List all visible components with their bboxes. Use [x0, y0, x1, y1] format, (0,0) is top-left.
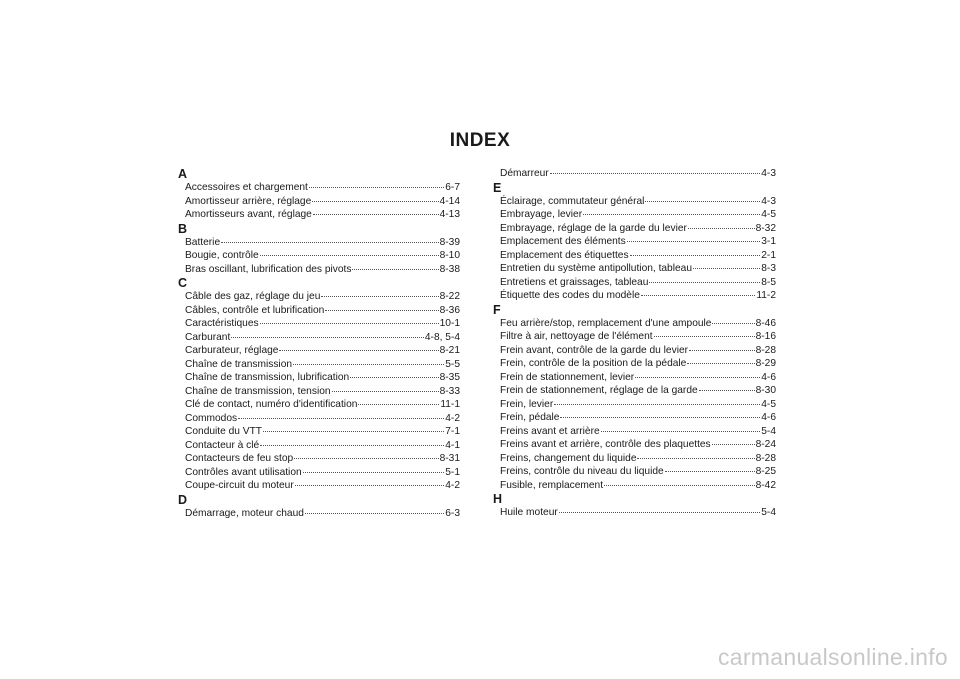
index-entry[interactable] — [493, 479, 776, 493]
dot-leader — [559, 511, 761, 513]
dot-leader — [263, 430, 444, 432]
index-entry-page: 8-5 — [761, 276, 776, 288]
index-entry-page: 8-30 — [755, 385, 776, 396]
dot-leader — [312, 200, 438, 202]
index-entry-page: 4-6 — [761, 371, 776, 383]
index-entry-label: Entretiens et graissages, tableau — [500, 276, 649, 288]
dot-leader — [238, 417, 444, 419]
index-entry-label: Embrayage, levier — [500, 209, 583, 220]
index-entry[interactable] — [178, 466, 460, 480]
index-entry-page: 4-6 — [761, 412, 776, 423]
index-entry-page: 3-1 — [761, 236, 776, 247]
dot-leader — [601, 430, 761, 432]
index-entry[interactable] — [178, 195, 460, 209]
index-entry[interactable] — [178, 452, 460, 466]
index-entry-page: 11-2 — [756, 290, 776, 301]
index-entry-label: Amortisseur arrière, réglage — [185, 195, 312, 207]
index-entry-label: Frein, levier — [500, 398, 554, 410]
index-entry-label: Filtre à air, nettoyage de l'élément — [500, 331, 653, 342]
index-entry[interactable] — [493, 452, 776, 466]
index-entry-page: 5-1 — [445, 466, 460, 478]
dot-leader — [688, 227, 755, 229]
index-entry-page: 4-5 — [761, 209, 776, 220]
dot-leader — [637, 457, 754, 459]
index-entry-page: 2-1 — [761, 249, 776, 261]
dot-leader — [665, 470, 755, 472]
dot-leader — [260, 444, 444, 446]
index-entry[interactable] — [178, 331, 460, 345]
index-letter-heading: H — [493, 492, 503, 506]
index-entry-label: Frein de stationnement, levier — [500, 371, 635, 383]
index-entry-page: 4-2 — [445, 480, 460, 491]
index-entry-page: 8-22 — [439, 291, 460, 302]
index-entry[interactable] — [178, 507, 460, 521]
index-entry-label: Accessoires et chargement — [185, 182, 308, 193]
index-letter-heading: B — [178, 221, 188, 236]
index-entry[interactable] — [493, 330, 776, 344]
index-letter-heading: A — [178, 167, 188, 181]
index-entry-page: 4-3 — [761, 195, 776, 207]
index-entry-label: Contacteurs de feu stop — [185, 453, 294, 464]
dot-leader — [627, 240, 761, 242]
page-title: INDEX — [449, 130, 511, 151]
index-entry-label: Câble des gaz, réglage du jeu — [185, 291, 321, 302]
index-entry[interactable] — [493, 398, 776, 412]
index-entry-label: Freins avant et arrière, contrôle des plaquettes — [500, 439, 711, 450]
index-entry-page: 6-3 — [445, 507, 460, 519]
index-entry-label: Freins avant et arrière — [500, 425, 600, 437]
dot-leader — [260, 254, 439, 256]
index-entry[interactable] — [493, 289, 776, 303]
dot-leader — [305, 512, 444, 514]
index-letter-heading: E — [493, 180, 502, 195]
index-entry-label: Démarrage, moteur chaud — [185, 507, 304, 519]
dot-leader — [550, 172, 761, 174]
index-entry-label: Frein, pédale — [500, 412, 560, 423]
index-entry-label: Embrayage, réglage de la garde du levier — [500, 222, 687, 234]
index-entry-label: Chaîne de transmission, lubrification — [185, 372, 350, 383]
index-entry[interactable] — [493, 344, 776, 358]
index-entry-page: 4-5 — [761, 398, 776, 410]
index-entry-page: 8-33 — [439, 385, 460, 397]
index-entry-page: 4-2 — [445, 412, 460, 424]
index-entry-page: 8-21 — [439, 345, 460, 356]
dot-leader — [309, 186, 444, 188]
index-entry-label: Freins, contrôle du niveau du liquide — [500, 466, 664, 477]
index-entry-page: 4-14 — [439, 195, 460, 207]
index-entry[interactable] — [178, 236, 460, 250]
index-entry-label: Commodos — [185, 412, 238, 424]
index-entry-page: 8-36 — [439, 304, 460, 316]
index-entry[interactable] — [493, 167, 776, 181]
index-entry-label: Éclairage, commutateur général — [500, 195, 645, 207]
index-entry-label: Bras oscillant, lubrification des pivots — [185, 263, 352, 275]
index-entry-page: 8-46 — [755, 317, 776, 329]
dot-leader — [712, 443, 755, 445]
dot-leader — [352, 268, 438, 270]
index-entry-label: Frein, contrôle de la position de la pédale — [500, 358, 687, 369]
index-entry-label: Carburateur, réglage — [185, 345, 279, 356]
index-entry-page: 8-24 — [755, 439, 776, 450]
index-entry-label: Freins, changement du liquide — [500, 452, 637, 464]
index-entry-label: Emplacement des étiquettes — [500, 249, 629, 261]
index-entry-page: 8-32 — [755, 222, 776, 234]
watermark: carmanualsonline.info — [717, 644, 948, 670]
index-letter-heading: C — [178, 276, 188, 290]
index-entry[interactable] — [178, 304, 460, 318]
index-entry[interactable] — [178, 425, 460, 439]
dot-leader — [350, 376, 438, 378]
index-entry[interactable] — [178, 371, 460, 385]
index-entry[interactable] — [493, 249, 776, 263]
index-entry[interactable] — [493, 317, 776, 331]
dot-leader — [604, 484, 755, 486]
index-entry-label: Démarreur — [500, 168, 549, 179]
dot-leader — [635, 376, 760, 378]
index-entry-page: 8-31 — [439, 453, 460, 464]
index-entry[interactable] — [178, 263, 460, 277]
index-entry[interactable] — [178, 181, 460, 195]
index-entry[interactable] — [493, 276, 776, 290]
index-entry-label: Contrôles avant utilisation — [185, 466, 302, 478]
index-letter-heading: F — [493, 302, 501, 317]
dot-leader — [313, 213, 439, 215]
index-entry-page: 5-4 — [761, 425, 776, 437]
index-entry-page: 6-7 — [445, 182, 460, 193]
index-entry-page: 4-1 — [445, 439, 460, 451]
dot-leader — [279, 349, 438, 351]
index-entry-label: Câbles, contrôle et lubrification — [185, 304, 325, 316]
index-entry-label: Fusible, remplacement — [500, 479, 604, 491]
dot-leader — [693, 267, 760, 269]
index-entry-label: Bougie, contrôle — [185, 250, 259, 261]
index-entry-page: 8-10 — [439, 250, 460, 261]
index-entry[interactable] — [493, 425, 776, 439]
dot-leader — [325, 309, 438, 311]
index-entry-label: Conduite du VTT — [185, 426, 263, 437]
index-entry-page: 8-28 — [755, 344, 776, 356]
index-entry[interactable] — [493, 438, 776, 452]
index-entry[interactable] — [178, 249, 460, 263]
index-entry-page: 4-8, 5-4 — [424, 331, 460, 343]
index-entry-page: 8-28 — [755, 452, 776, 464]
index-entry-label: Chaîne de transmission — [185, 358, 293, 370]
dot-leader — [654, 335, 755, 337]
index-entry-page: 8-35 — [439, 372, 460, 383]
index-entry-page: 8-42 — [755, 479, 776, 491]
index-entry-label: Frein de stationnement, réglage de la garde — [500, 385, 698, 396]
index-entry[interactable] — [178, 208, 460, 222]
index-entry[interactable] — [178, 290, 460, 304]
index-entry[interactable] — [493, 235, 776, 249]
index-entry-label: Clé de contact, numéro d'identification — [185, 399, 358, 410]
dot-leader — [303, 471, 445, 473]
dot-leader — [687, 362, 754, 364]
index-entry[interactable] — [493, 384, 776, 398]
index-entry[interactable] — [178, 344, 460, 358]
index-entry-label: Étiquette des codes du modèle — [500, 290, 640, 301]
index-entry[interactable] — [493, 357, 776, 371]
index-entry-label: Batterie — [185, 236, 221, 248]
dot-leader — [221, 241, 439, 243]
dot-leader — [641, 294, 755, 296]
index-entry-page: 7-1 — [445, 426, 460, 437]
index-entry[interactable] — [493, 506, 776, 520]
dot-leader — [295, 484, 445, 486]
index-entry-page: 5-4 — [761, 507, 776, 518]
index-entry-label: Coupe-circuit du moteur — [185, 480, 294, 491]
index-entry-page: 8-16 — [755, 331, 776, 342]
index-entry-page: 4-13 — [439, 209, 460, 220]
index-entry-page: 8-39 — [439, 236, 460, 248]
dot-leader — [231, 336, 424, 338]
index-entry[interactable] — [178, 479, 460, 493]
index-entry-label: Huile moteur — [500, 507, 558, 518]
index-entry[interactable] — [178, 317, 460, 331]
index-entry-page: 5-5 — [445, 358, 460, 370]
index-entry[interactable] — [493, 222, 776, 236]
index-entry-page: 8-3 — [761, 263, 776, 274]
index-entry-label: Entretien du système antipollution, tableau — [500, 263, 692, 274]
index-entry[interactable] — [178, 398, 460, 412]
dot-leader — [294, 457, 438, 459]
dot-leader — [332, 390, 439, 392]
index-entry[interactable] — [493, 262, 776, 276]
index-entry[interactable] — [178, 439, 460, 453]
index-entry-label: Frein avant, contrôle de la garde du levier — [500, 344, 689, 356]
index-entry[interactable] — [178, 412, 460, 426]
dot-leader — [689, 349, 755, 351]
index-entry[interactable] — [493, 195, 776, 209]
dot-leader — [321, 295, 438, 297]
dot-leader — [293, 363, 444, 365]
dot-leader — [560, 416, 760, 418]
dot-leader — [712, 322, 754, 324]
index-entry-label: Amortisseurs avant, réglage — [185, 209, 312, 220]
index-entry-page: 10-1 — [439, 318, 460, 329]
index-entry[interactable] — [493, 411, 776, 425]
index-entry-page: 11-1 — [440, 399, 460, 410]
dot-leader — [649, 281, 760, 283]
dot-leader — [699, 389, 755, 391]
index-entry-label: Caractéristiques — [185, 318, 259, 329]
index-entry-page: 8-25 — [755, 466, 776, 477]
index-entry-label: Chaîne de transmission, tension — [185, 385, 331, 397]
index-entry-label: Feu arrière/stop, remplacement d'une ampoule — [500, 317, 712, 329]
index-entry[interactable] — [493, 208, 776, 222]
index-entry-page: 8-38 — [439, 263, 460, 275]
index-entry-page: 4-3 — [761, 168, 776, 179]
index-entry[interactable] — [493, 371, 776, 385]
index-entry[interactable] — [493, 465, 776, 479]
dot-leader — [583, 213, 760, 215]
dot-leader — [645, 200, 760, 202]
index-entry-page: 8-29 — [755, 358, 776, 369]
index-column-right — [493, 167, 776, 520]
dot-leader — [260, 322, 439, 324]
index-letter-heading: D — [178, 492, 188, 507]
dot-leader — [554, 403, 760, 405]
dot-leader — [630, 254, 761, 256]
index-entry[interactable] — [178, 358, 460, 372]
index-entry[interactable] — [178, 385, 460, 399]
dot-leader — [358, 403, 439, 405]
index-entry-label: Contacteur à clé — [185, 439, 260, 451]
index-entry-label: Emplacement des éléments — [500, 236, 626, 247]
index-entry-label: Carburant — [185, 331, 231, 343]
index-column-left — [178, 167, 460, 520]
